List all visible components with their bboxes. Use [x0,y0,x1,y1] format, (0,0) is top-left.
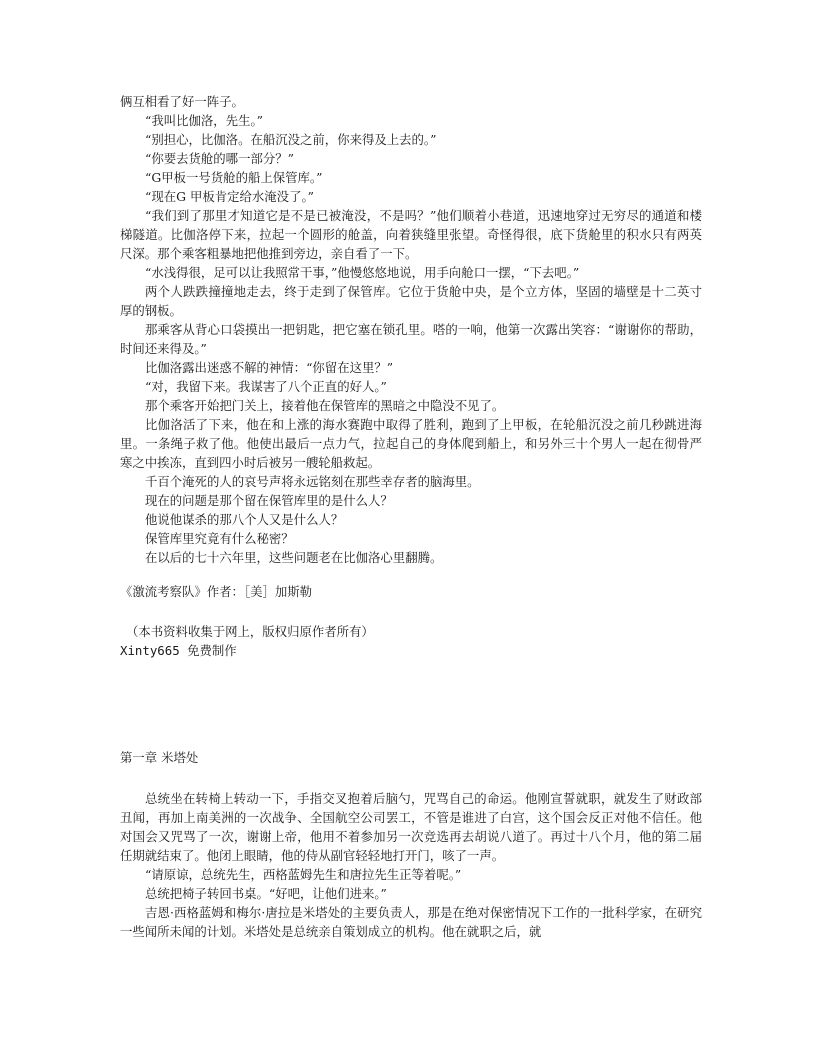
paragraph: 千百个淹死的人的哀号声将永远铭刻在那些幸存者的脑海里。 [145,474,480,489]
paragraph: “请原谅，总统先生，西格蓝姆先生和唐拉先生正等着呢。” [145,867,462,882]
paragraph: “我叫比伽洛，先生。” [145,113,263,128]
paragraph: “G甲板一号货舱的船上保管库。” [145,170,323,185]
paragraph: 总统坐在转椅上转动一下，手指交叉抱着后脑勺，咒骂自己的命运。他刚宣誓就职，就发生了财政部丑闻，再加上南美洲的一次战争、全国航空公司罢工，不管是谁进了白宫，这个国会反正对他不信任。他对国会又咒骂了一次，谢谢上帝，他用不着参加另一次竞选再去胡说八道了。再过十八个月，他的第二届任期就结束了。他闭上眼睛，他的侍从副官轻轻地打开门，咳了一声。 [120,791,702,863]
paragraph: 那个乘客开始把门关上，接着他在保管库的黑暗之中隐没不见了。 [145,398,505,413]
paragraph: 那乘客从背心口袋摸出一把钥匙，把它塞在锁孔里。嗒的一响，他第一次露出笑容：“谢谢你的帮助，时间还来得及。” [120,322,702,356]
chapter-heading: 第一章 米塔处 [120,750,199,765]
credit-line: Xinty665 免费制作 [120,643,237,658]
chapter-heading-block [120,748,702,767]
paragraph: 吉恩·西格蓝姆和梅尔·唐拉是米塔处的主要负责人，那是在绝对保密情况下工作的一批科学家，在研究一些闻所未闻的计划。米塔处是总统亲自策划成立的机构。他在就职之后，就 [120,905,702,939]
paragraph: 总统把椅子转回书桌。“好吧，让他们进来。” [145,886,387,901]
paragraph: 在以后的七十六年里，这些问题老在比伽洛心里翻腾。 [145,550,443,565]
paragraph: “水浅得很，足可以让我照常干事，”他慢悠悠地说，用手向舱口一摆，“下去吧。” [145,265,580,280]
paragraph: 两个人跌跌撞撞地走去，终于走到了保管库。它位于货舱中央，是个立方体，坚固的墙壁是十二英寸厚的钢板。 [120,284,702,318]
paragraph: 现在的问题是那个留在保管库里的是什么人？ [145,493,393,508]
copyright-line: （本书资料收集于网上，版权归原作者所有） [126,624,374,639]
copyright-info [120,622,702,660]
paragraph: “别担心，比伽洛。在船沉没之前，你来得及上去的。” [145,132,437,147]
paragraph: 保管库里究竟有什么秘密？ [145,531,294,546]
story-section [120,92,702,567]
paragraph: 俩互相看了好一阵子。 [120,94,244,109]
chapter-body [120,789,702,941]
paragraph: “我们到了那里才知道它是不是已被淹没，不是吗？”他们顺着小巷道，迅速地穿过无穷尽的通道和楼梯隧道。比伽洛停下来，拉起一个圆形的舱盖，向着狭缝里张望。奇怪得很，底下货舱里的积水只有两英尺深。那个乘客粗暴地把他推到旁边，亲自看了一下。 [120,208,702,261]
paragraph: “你要去货舱的哪一部分？” [145,151,294,166]
paragraph: 比伽洛活了下来，他在和上涨的海水赛跑中取得了胜利，跑到了上甲板，在轮船沉没之前几秒跳进海里。一条绳子救了他。他使出最后一点力气，拉起自己的身体爬到船上，和另外三十个男人一起在彻骨严寒之中挨冻，直到四小时后被另一艘轮船救起。 [120,417,702,470]
paragraph: “对，我留下来。我谋害了八个正直的好人。” [145,379,387,394]
paragraph: 比伽洛露出迷惑不解的神情：“你留在这里？” [145,360,394,375]
paragraph: 他说他谋杀的那八个人又是什么人？ [145,512,344,527]
paragraph: “现在G 甲板肯定给水淹没了。” [145,189,314,204]
book-title-line: 《激流考察队》作者：［美］加斯勒 [120,584,313,599]
book-info [120,582,702,601]
